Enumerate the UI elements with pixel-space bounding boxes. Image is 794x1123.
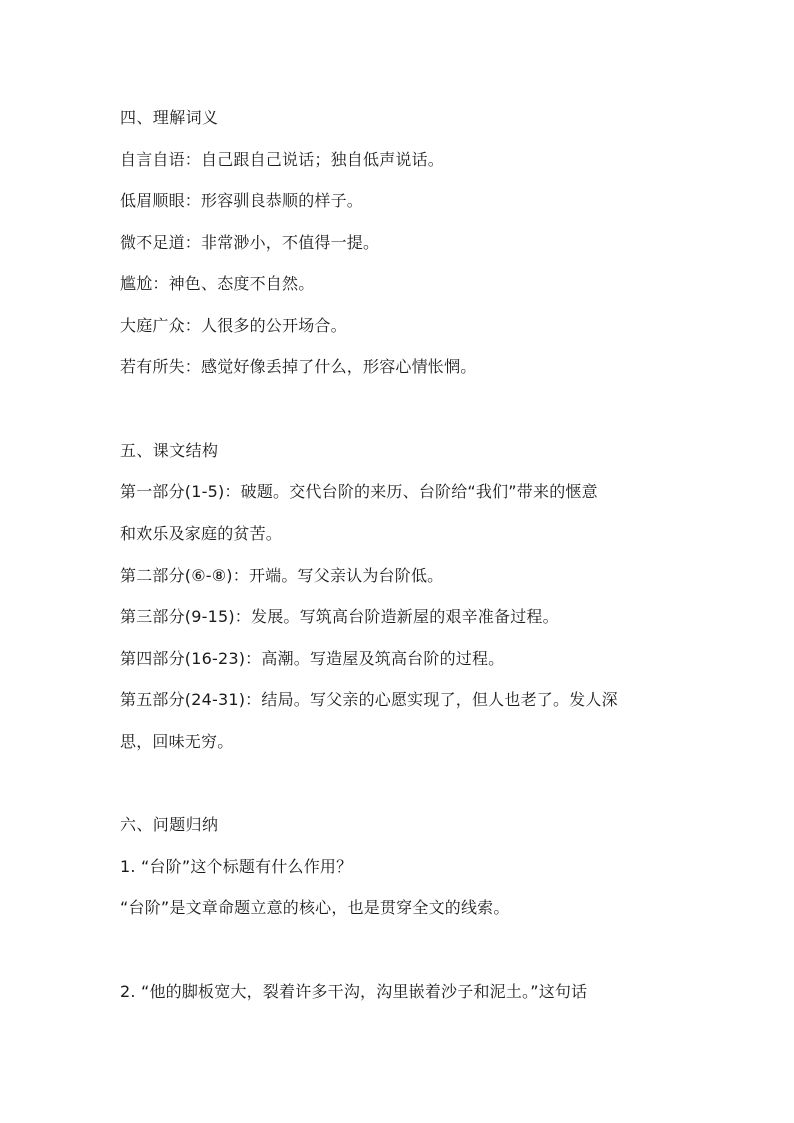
vocab-item: 若有所失：感觉好像丢掉了什么，形容心情怅惘。 [120,357,477,376]
question-2: 2. “他的脚板宽大，裂着许多干沟，沟里嵌着沙子和泥土。”这句话 [120,982,588,1001]
vocab-item: 低眉顺眼：形容驯良恭顺的样子。 [120,191,364,210]
vocab-item: 大庭广众：人很多的公开场合。 [120,316,347,335]
section-heading-structure: 五、课文结构 [120,441,219,460]
answer-1: “台阶”是文章命题立意的核心，也是贯穿全文的线索。 [120,898,510,917]
structure-line: 第一部分(1-5)：破题。交代台阶的来历、台阶给“我们”带来的惬意 [120,482,598,501]
structure-line: 和欢乐及家庭的贫苦。 [120,524,283,543]
question-1: 1. “台阶”这个标题有什么作用？ [120,857,353,876]
vocab-item: 自言自语：自己跟自己说话；独自低声说话。 [120,150,445,169]
structure-line: 第二部分(⑥-⑧)：开端。写父亲认为台阶低。 [120,566,444,585]
structure-line: 第四部分(16-23)：高潮。写造屋及筑高台阶的过程。 [120,649,505,668]
section-heading-questions: 六、问题归纳 [120,815,219,834]
section-heading-vocabulary: 四、理解词义 [120,108,219,127]
vocab-item: 微不足道：非常渺小，不值得一提。 [120,233,380,252]
structure-line: 第五部分(24-31)：结局。写父亲的心愿实现了，但人也老了。发人深 [120,690,618,709]
structure-line: 思，回味无穷。 [120,732,234,751]
structure-line: 第三部分(9-15)：发展。写筑高台阶造新屋的艰辛准备过程。 [120,607,559,626]
vocab-item: 尴尬：神色、态度不自然。 [120,274,315,293]
